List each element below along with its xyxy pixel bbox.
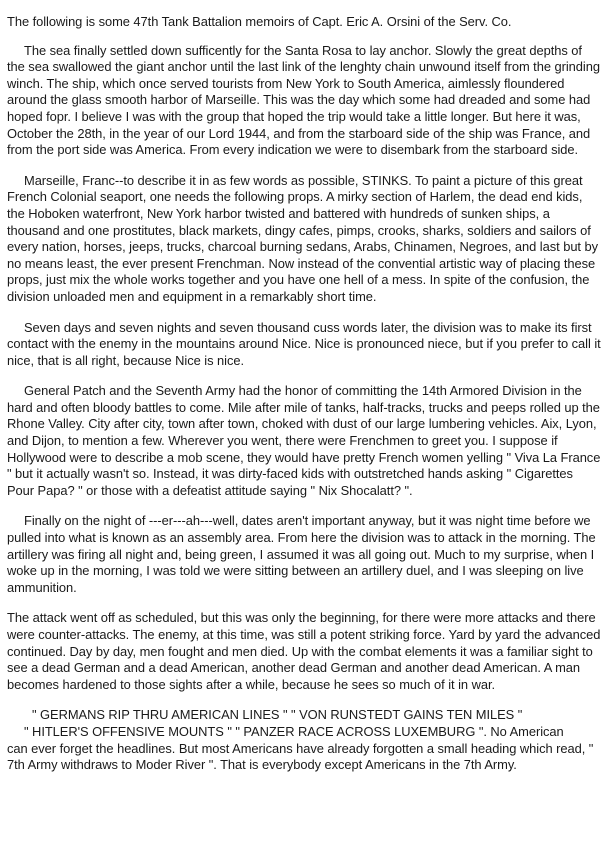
headlines-line-1: " GERMANS RIP THRU AMERICAN LINES " " VON RUNSTEDT GAINS TEN MILES " — [32, 707, 523, 723]
memoir-document — [7, 14, 603, 774]
closing-paragraph: can ever forget the headlines. But most Americans have already forgotten a small heading which read, " 7th Army withdraws to Moder River ". That is everybody except Americans in the 7th Army. — [7, 740, 594, 773]
paragraph-assembly-area: Finally on the night of ---er---ah---well, dates aren't important anyway, but it was night time before we pulled into what is known as an assembly area. From here the division was to attack in the morning. The artillery was firing all night and, being green, I assumed it was all going out. Much to my surprise, when I woke up in the morning, I was told we were sitting between an artillery duel, and I was sleeping on live ammunition. — [7, 513, 596, 595]
paragraph-general-patch: General Patch and the Seventh Army had the honor of committing the 14th Armored Division in the hard and often bloody battles to come. Mile after mile of tanks, half-tracks, trucks and peeps rolled up the Rhone Valley. City after city, town after town, choked with dust of our large lumbering vehicles. Aix, Lyon, and Dijon, to mention a few. Wherever you went, there were Frenchmen to greet you. I suppose if Hollywood were to describe a mob scene, they would have pretty French women yelling " Viva La France " but it actually wasn't so. Instead, it was dirty-faced kids with outstretched hands asking " Cigarettes Pour Papa? " or those with a defeatist attitude saying " Nix Shocalatt? ". — [7, 383, 601, 498]
headlines-line-2: " HITLER'S OFFENSIVE MOUNTS " " PANZER RACE ACROSS LUXEMBURG ". No American — [24, 723, 564, 739]
paragraph-attack: The attack went off as scheduled, but this was only the beginning, for there were more attacks and there were counter-attacks. The enemy, at this time, was still a potent striking force. Yard by yard the advanced continued. Day by day, men fought and men died. Up with the combat elements it was a familiar sight to see a dead German and a dead American, another dead German and another dead American. A man becomes hardened to those sights after a while, because he sees so much of it in war. — [7, 610, 601, 692]
paragraph-nice: Seven days and seven nights and seven thousand cuss words later, the division was to make its first contact with the enemy in the mountains around Nice. Nice is pronounced niece, but if you prefer to call it nice, that is all right, because Nice is nice. — [7, 319, 601, 368]
document-title: The following is some 47th Tank Battalion memoirs of Capt. Eric A. Orsini of the Serv. Co. — [7, 14, 512, 29]
paragraph-marseille: Marseille, Franc--to describe it in as few words as possible, STINKS. To paint a picture of this great French Colonial seaport, one needs the following props. A mirky section of Harlem, the dead end kids, the Hoboken waterfront, New York harbor twisted and battered with hundreds of sunken ships, a thousand and one prostitutes, black markets, dingy cafes, pimps, crooks, sharks, soldiers and sailors of every nation, horses, jeeps, trucks, charcoal burning sedans, Arabs, Chinamen, Negroes, and last but by no means least, the ever present Frenchman. Now instead of the convential artistic way of placing these props, just mix the whole works together and you have one hell of a mess. In spite of the confusion, the division unloaded men and equipment in a remarkably short time. — [7, 172, 599, 304]
paragraph-santa-rosa: The sea finally settled down sufficently for the Santa Rosa to lay anchor. Slowly the great depths of the sea swallowed the giant anchor until the last link of the lenghty chain unwound itself from the grinding winch. The ship, which once served tourists from New York to South America, aimlessly floundered around the glass smooth harbor of Marseille. This was the day which some had dreaded and some had hoped fopr. I believe I was with the group that hoped the trip would take a little longer. But here it was, October the 28th, in the year of our Lord 1944, and from the starboard side of the ship was France, and from the port side was America. From every indication we were to disembark from the starboard side. — [7, 42, 600, 158]
